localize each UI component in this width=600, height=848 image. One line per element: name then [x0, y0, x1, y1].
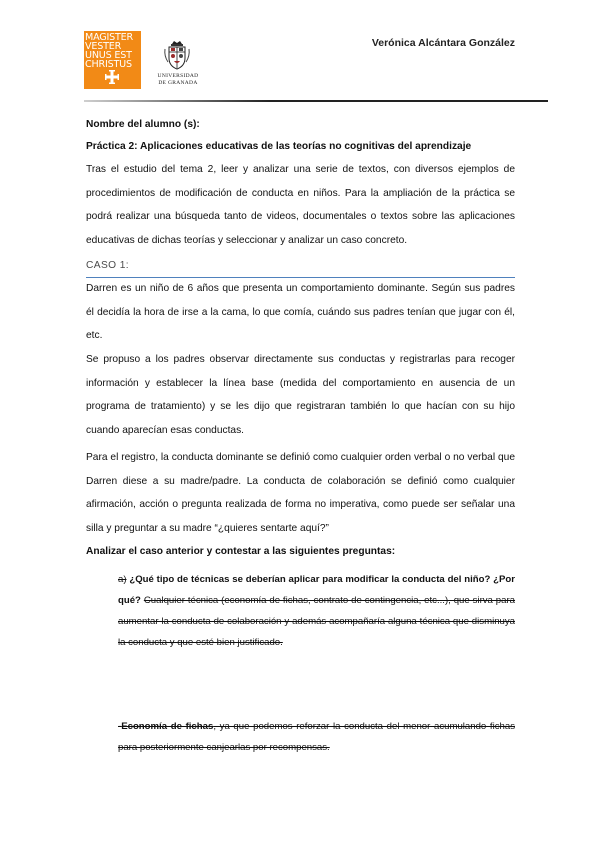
university-name-line-1: UNIVERSIDAD — [157, 73, 199, 79]
case-paragraph-1: Darren es un niño de 6 años que presenta un comportamiento dominante. Según sus padres él decidía la hora de irse a la cama, lo que comía, cuándo sus padres tenían que jugar con él, etc. — [86, 283, 515, 341]
author-name: Verónica Alcántara González — [371, 37, 515, 49]
header-divider — [84, 100, 548, 102]
logo-line-2: VESTER — [85, 41, 122, 52]
university-crest-icon — [163, 40, 191, 70]
case-paragraph-2: Se propuso a los padres observar directamente sus conductas y registrarlas para recoger información y establecer la línea base (medida del comportamiento en ausencia de un programa de tratamiento) y se les dijo que registraran también lo que hacían con su hijo cuando aparecían esas conductas. — [86, 354, 515, 436]
answer-economy — [118, 716, 515, 758]
logo-line-4: CHRISTUS — [85, 59, 132, 70]
institution-logo — [84, 31, 141, 89]
intro-paragraph: Tras el estudio del tema 2, leer y analizar una serie de textos, con diversos ejemplos de procedimientos de modificación de conducta en niños. Para la ampliación de la práctica se podrá realizar una búsqueda tanto de videos, documentales o textos sobre las aplicaciones educativas de dichas teorías y seleccionar y analizar un caso concreto. — [86, 164, 515, 246]
question-a-text: ¿Qué tipo de técnicas se deberían aplicar para modificar la conducta del niño? ¿Por qué? — [118, 574, 516, 606]
answer-economy-term: Economía de fichas — [121, 721, 214, 732]
logo-line-3: UNUS EST — [85, 50, 132, 61]
instructions: Analizar el caso anterior y contestar a las siguientes preguntas: — [86, 546, 396, 557]
answer-economy-text: , ya que podemos reforzar la conducta del menor acumulando fichas para posteriormente canjearlas por recompensas. — [118, 721, 515, 753]
university-name-line-2: DE GRANADA — [158, 79, 198, 86]
practice-title: Práctica 2: Aplicaciones educativas de las teorías no cognitivas del aprendizaje — [86, 141, 472, 152]
answer-economy-prefix: - — [118, 721, 122, 732]
cross-icon — [104, 69, 120, 85]
question-a — [118, 569, 515, 653]
university-name — [152, 73, 204, 86]
logo-line-1: MAGISTER — [85, 32, 134, 43]
question-a-answer: Cualquier técnica (economía de fichas, contrato de contingencia, etc...), que sirva para aumentar la conducta de colaboración y además acompañaría alguna técnica que disminuya la conducta y que esté bien justificado. — [118, 595, 516, 648]
case-paragraph-3: Para el registro, la conducta dominante se definió como cualquier orden verbal o no verbal que Darren diese a su madre/padre. La conducta de colaboración se definió como cualquier afirmación, acción o pregunta realizada de forma no imperativa, como puede ser señalar una silla y preguntar a su madre “¿quieres sentarte aquí?” — [86, 452, 515, 534]
student-name-label: Nombre del alumno (s): — [86, 119, 200, 130]
question-a-marker: a) — [118, 574, 127, 585]
case-heading: CASO 1: — [86, 260, 129, 271]
